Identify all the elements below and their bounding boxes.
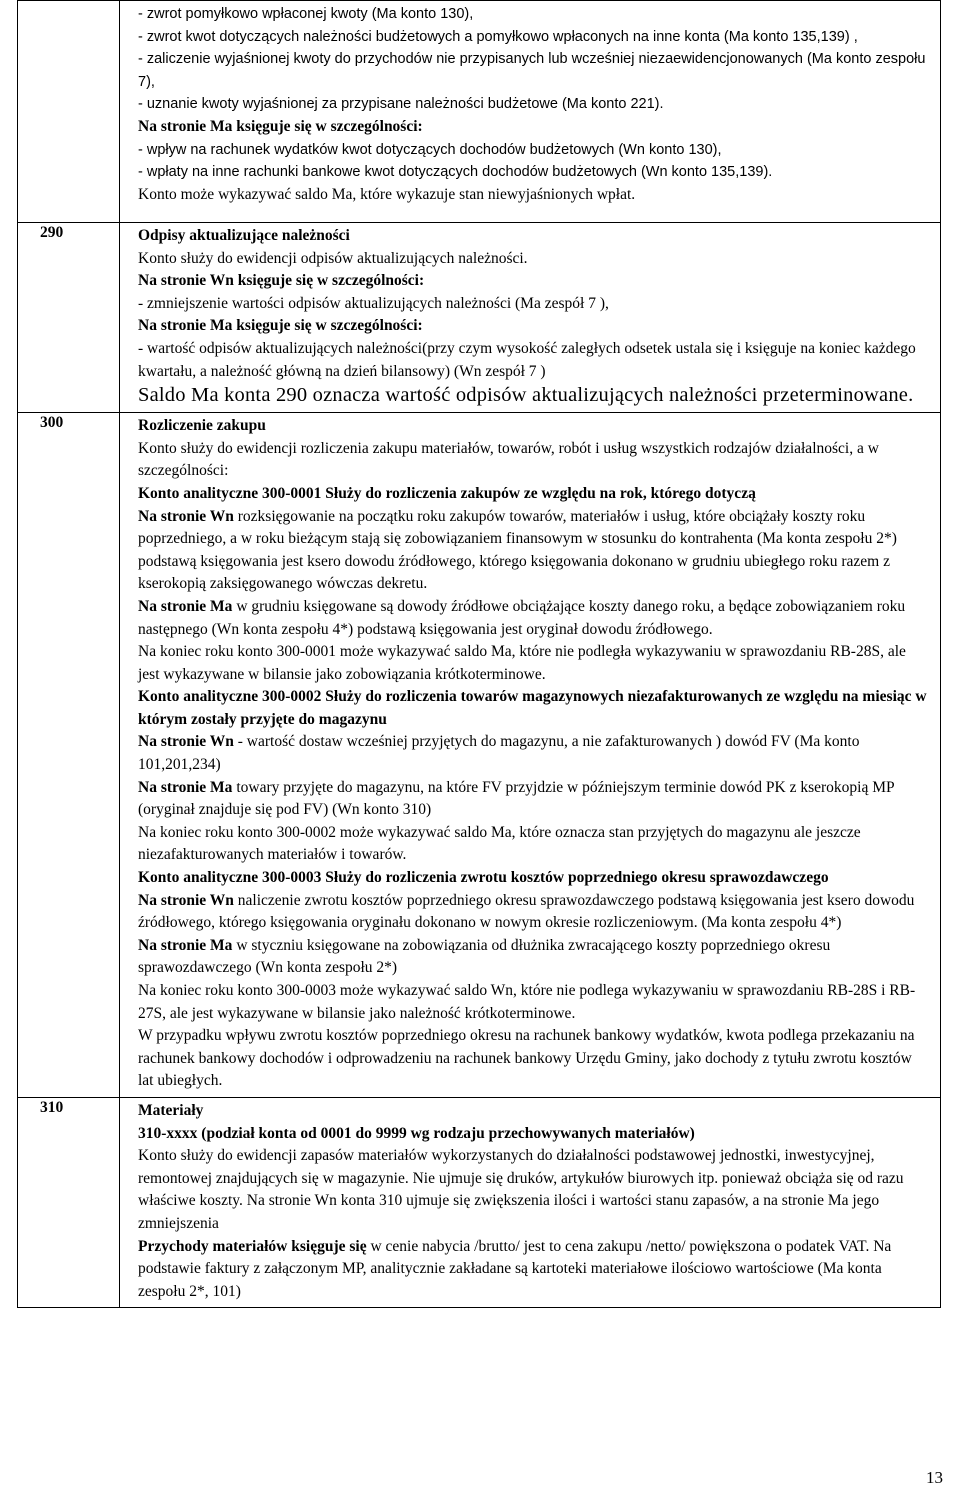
- account-desc: Konto służy do ewidencji zapasów materiałów wykorzystanych do działalności podstawowej jednostki, inwestycyjnej, remontowej znajdujących się w magazynie. Nie ujmuje się druków, artykułów biurowych itp. ponieważ obciąża się od razu właściwe koszty. Na stronie Wn konta 310 ujmuje się zwiększenia ilości i wartości stanu zapasów, a na stronie Ma jego zmniejszenia: [138, 1147, 904, 1232]
- ma-text: towary przyjęte do magazynu, na które FV przyjdzie w późniejszym terminie dowód PK z kserokopią MP (oryginał znajduje się pod FV) (Wn konto 310): [138, 778, 895, 819]
- ma-label: Na stronie Ma: [138, 597, 233, 615]
- saldo-text: Saldo Ma konta 290 oznacza wartość odpisów aktualizujących należności przeterminowane.: [138, 384, 914, 407]
- wn-heading: Na stronie Wn księguje się w szczególności:: [138, 272, 425, 290]
- account-number: 310: [18, 1097, 120, 1307]
- wn-paragraph: [138, 731, 930, 776]
- income-label: Przychody materiałów księguje się: [138, 1237, 367, 1255]
- wn-text: - wartość dostaw wcześniej przyjętych do magazynu, a nie zafakturowanych ) dowód FV (Ma konto 101,201,234): [138, 733, 860, 774]
- account-desc: Konto służy do ewidencji rozliczenia zakupu materiałów, towarów, robót i usług wszystkich rodzajów działalności, a w szczególności:: [138, 439, 879, 480]
- refund-text: W przypadku wpływu zwrotu kosztów poprzedniego okresu na rachunek bankowy wydatków, kwota podlega przekazaniu na rachunek bankowy dochodów i odprowadzeniu na rachunek bankowy Urzędu Gminy, jako dochody z tytułu zwrotu kosztów lat ubiegłych.: [138, 1027, 915, 1090]
- income-text: w cenie nabycia /brutto/ jest to cena zakupu /netto/ powiększona o podatek VAT. Na podstawie faktury z załączonym MP, analitycznie zakładane są kartoteki materiałowe ilościowo wartościowe (Ma konta zespołu 2*, 101): [138, 1237, 892, 1300]
- list-item: - wpływ na rachunek wydatków kwot dotyczących dochodów budżetowych (Wn konto 130),: [138, 141, 722, 158]
- list-item: - uznanie kwoty wyjaśnionej za przypisane należności budżetowe (Ma konto 221).: [138, 96, 664, 113]
- ma-label: Na stronie Ma: [138, 778, 233, 796]
- wn-label: Na stronie Wn: [138, 891, 234, 909]
- account-title: Materiały: [138, 1101, 204, 1119]
- year-end-text: Na koniec roku konto 300-0003 może wykazywać saldo Wn, które nie podlega wykazywaniu w sprawozdaniu RB-28S i RB-27S, ale jest wykazywane w bilansie jako należność krótkoterminowe.: [138, 982, 916, 1022]
- ma-text: w styczniu księgowane na zobowiązania od dłużnika zwracającego koszty poprzedniego okresu sprawozdawczego (Wn konta zespołu 2*): [138, 936, 831, 977]
- analytic-heading: Konto analityczne 300-0003 Służy do rozliczenia zwrotu kosztów poprzedniego okresu sprawozdawczego: [138, 869, 829, 887]
- table-row: [18, 413, 941, 1098]
- ma-label: Na stronie Ma: [138, 936, 233, 954]
- account-title: Rozliczenie zakupu: [138, 417, 266, 435]
- account-content-cell: [120, 1097, 941, 1307]
- ma-heading: Na stronie Ma księguje się w szczególności:: [138, 317, 423, 335]
- list-item: - zwrot pomyłkowo wpłaconej kwoty (Ma konto 130),: [138, 6, 474, 22]
- wn-label: Na stronie Wn: [138, 507, 234, 525]
- wn-text: rozksięgowanie na początku roku zakupów towarów, materiałów i usług, które obciążały koszty roku poprzedniego, a w roku bieżącym stają się zobowiązaniem finansowym w stosunku do kontrahenta (Ma konta zespołu 2*) podstawą księgowania jest ksero dowodu źródłowego, którego księgowania dokonano w grudniu ubiegłego roku razem z kserokopią zaksięgowanego wówczas dekretu.: [138, 507, 897, 593]
- account-content-cell: [120, 1, 941, 223]
- ma-paragraph: [138, 935, 930, 980]
- account-content-cell: [120, 223, 941, 413]
- table-row: [18, 1, 941, 223]
- account-desc: Konto służy do ewidencji odpisów aktualizujących należności.: [138, 249, 528, 267]
- list-item: - zwrot kwot dotyczących należności budżetowych a pomyłkowo wpłaconych na inne konta (Ma konto 135,139) ,: [138, 28, 858, 45]
- list-item: - wartość odpisów aktualizujących należności(przy czym wysokość zaległych odsetek ustala się i księguje na koniec każdego kwartału, a należność główną na dzień bilansowy) (Wn zespół 7 ): [138, 339, 916, 380]
- wn-paragraph: [138, 890, 930, 935]
- account-title: Odpisy aktualizujące należności: [138, 227, 350, 244]
- list-item: - wpłaty na inne rachunki bankowe kwot dotyczących dochodów budżetowych (Wn konto 135,139).: [138, 164, 773, 181]
- table-row: [18, 223, 941, 413]
- table-row: [18, 1097, 941, 1307]
- page-number: 13: [926, 1468, 943, 1487]
- ma-heading: Na stronie Ma księguje się w szczególności:: [138, 117, 423, 135]
- analytic-heading: Konto analityczne 300-0001 Służy do rozliczenia zakupów ze względu na rok, którego dotyczą: [138, 484, 756, 502]
- wn-label: Na stronie Wn: [138, 733, 234, 751]
- account-content-cell: [120, 413, 941, 1098]
- account-subtitle: 310-xxxx (podział konta od 0001 do 9999 wg rodzaju przechowywanych materiałów): [138, 1124, 695, 1142]
- year-end-text: Na koniec roku konto 300-0002 może wykazywać saldo Ma, które oznacza stan przyjętych do magazynu ale jeszcze niezafakturowanych materiałów i towarów.: [138, 823, 861, 864]
- ma-paragraph: [138, 777, 930, 822]
- list-item: - zaliczenie wyjaśnionej kwoty do przychodów nie przypisanych lub wcześniej niezaewidencjonowanych (Ma konto zespołu 7),: [138, 51, 926, 90]
- wn-paragraph: [138, 506, 930, 596]
- account-number-cell: [18, 1, 120, 223]
- income-paragraph: [138, 1236, 930, 1304]
- analytic-heading: Konto analityczne 300-0002 Służy do rozliczenia towarów magazynowych niezafakturowanych ze względu na miesiąc w którym zostały przyjęte do magazynu: [138, 688, 927, 728]
- accounts-table: [17, 0, 941, 1308]
- list-item: - zmniejszenie wartości odpisów aktualizujących należności (Ma zespół 7 ),: [138, 294, 609, 312]
- wn-text: naliczenie zwrotu kosztów poprzedniego okresu sprawozdawczego podstawą księgowania jest ksero dowodu źródłowego, którego księgowania oryginału dokonano w nowym okresie rozliczeniowym. (Ma konta zespołu 4*): [138, 891, 915, 932]
- ma-paragraph: [138, 596, 930, 641]
- saldo-text: Konto może wykazywać saldo Ma, które wykazuje stan niewyjaśnionych wpłat.: [138, 185, 636, 203]
- account-number: 290: [18, 223, 120, 413]
- year-end-text: Na koniec roku konto 300-0001 może wykazywać saldo Ma, które nie podległa wykazywaniu w sprawozdaniu RB-28S, ale jest wykazywane w bilansie jako zobowiązania krótkoterminowe.: [138, 643, 906, 683]
- account-number: 300: [18, 413, 120, 1098]
- ma-text: w grudniu księgowane są dowody źródłowe obciążające koszty danego roku, a będące zobowiązaniem roku następnego (Wn konta zespołu 4*) podstawą księgowania jest oryginał dowodu źródłowego.: [138, 597, 906, 638]
